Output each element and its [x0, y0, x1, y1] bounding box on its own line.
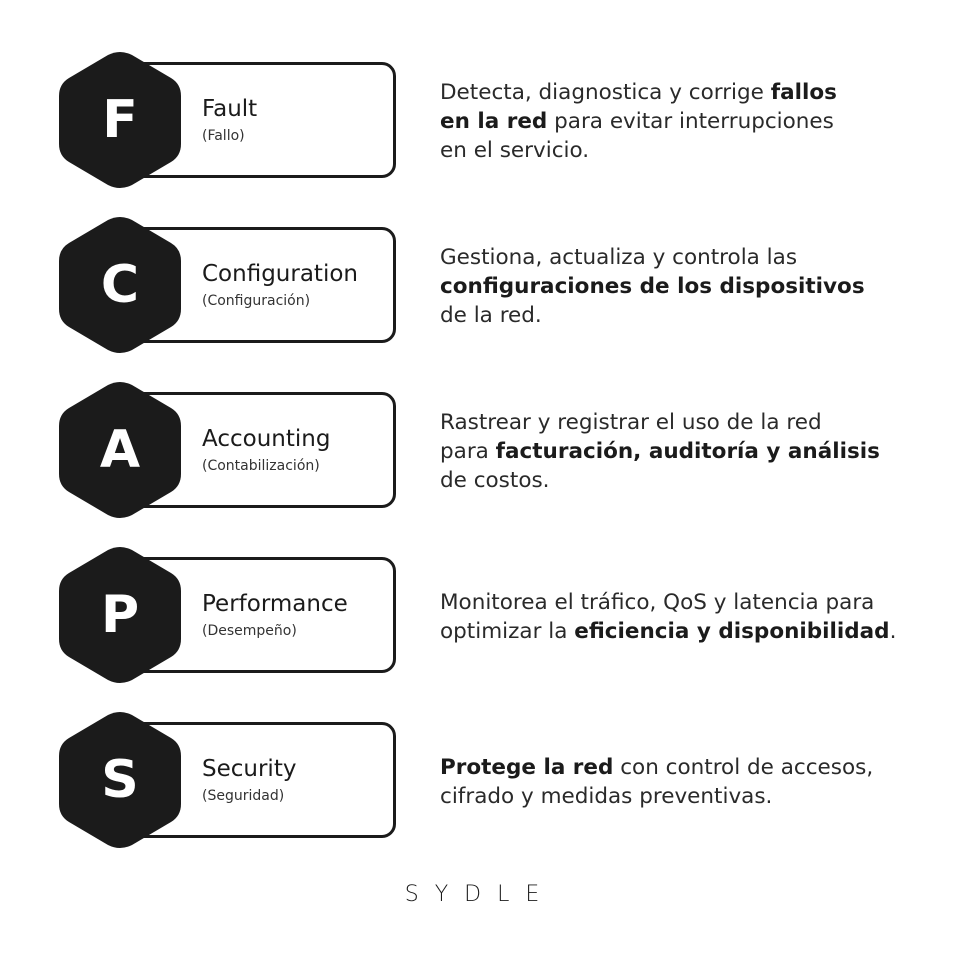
description-text: Detecta, diagnostica y corrige — [440, 80, 771, 105]
item-title: Performance — [202, 591, 348, 617]
description-bold-text: configuraciones de los dispositivos — [440, 274, 865, 299]
hexagon-badge — [58, 217, 182, 353]
description-bold-text: fallos — [770, 80, 837, 105]
hexagon-badge — [58, 382, 182, 518]
description-text: Rastrear y registrar el uso de la red — [440, 410, 822, 435]
item-letter: S — [101, 750, 139, 810]
item-subtitle: (Desempeño) — [202, 623, 297, 639]
description-text: para — [440, 439, 496, 464]
item-description — [440, 588, 945, 646]
description-bold-text: facturación, auditoría y análisis — [495, 439, 880, 464]
item-letter: F — [102, 90, 138, 150]
description-bold-text: en la red — [440, 109, 548, 134]
description-text: cifrado y medidas preventivas. — [440, 784, 773, 809]
item-subtitle: (Configuración) — [202, 293, 311, 309]
hexagon-badge — [58, 547, 182, 683]
description-text: con control de accesos, — [613, 755, 874, 780]
description-text: en el servicio. — [440, 138, 590, 163]
item-title: Security — [202, 756, 297, 782]
hexagon-badge — [58, 52, 182, 188]
item-subtitle: (Seguridad) — [202, 788, 285, 804]
item-description — [440, 78, 945, 165]
item-title: Fault — [202, 96, 258, 122]
item-subtitle: (Contabilización) — [202, 458, 320, 474]
item-letter: C — [100, 255, 140, 315]
description-text: Monitorea el tráfico, QoS y latencia para — [440, 590, 875, 615]
description-text: Gestiona, actualiza y controla las — [440, 245, 798, 270]
item-subtitle: (Fallo) — [202, 128, 245, 144]
brand-logo: SYDLE — [404, 882, 556, 907]
description-text: de costos. — [440, 468, 550, 493]
description-text: para evitar interrupciones — [547, 109, 834, 134]
description-text: . — [889, 619, 897, 644]
item-letter: A — [99, 420, 141, 480]
description-bold-text: Protege la red — [440, 755, 614, 780]
item-description — [440, 243, 945, 330]
description-text: optimizar la — [440, 619, 575, 644]
description-bold-text: eficiencia y disponibilidad — [574, 619, 890, 644]
item-letter: P — [100, 585, 140, 645]
item-description — [440, 408, 945, 495]
item-title: Configuration — [202, 261, 358, 287]
item-title: Accounting — [202, 426, 331, 452]
description-text: de la red. — [440, 303, 542, 328]
hexagon-badge — [58, 712, 182, 848]
item-description — [440, 753, 945, 811]
